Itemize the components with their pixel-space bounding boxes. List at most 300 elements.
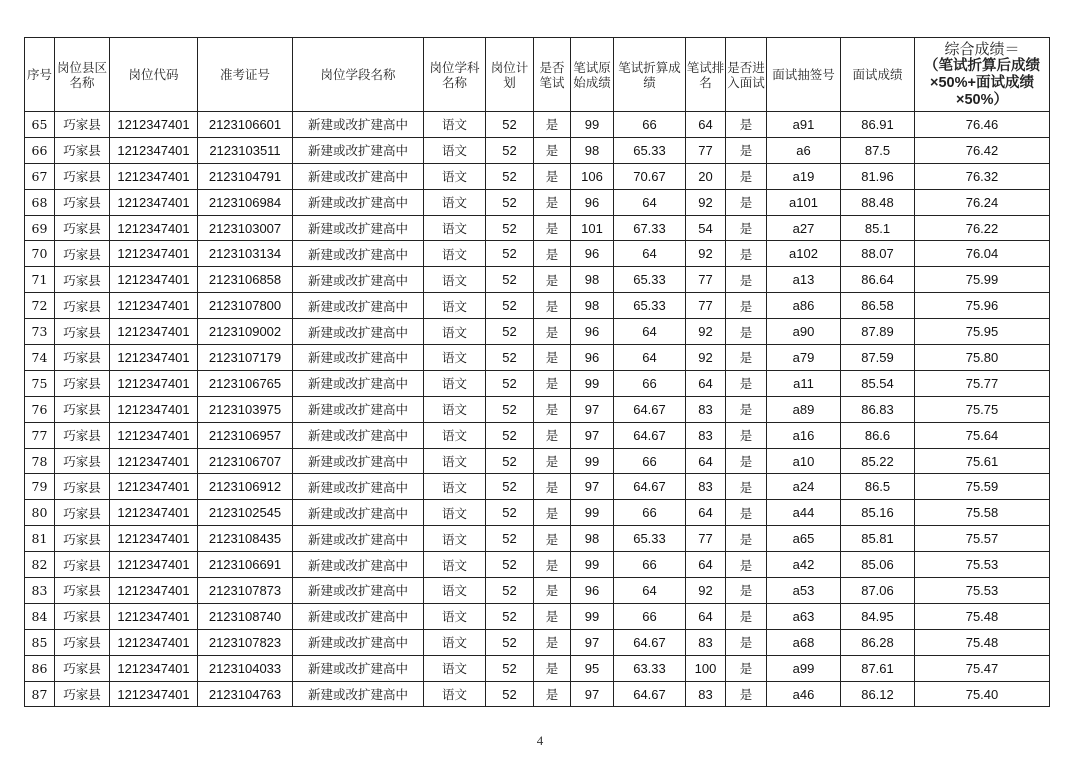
- header-cell: 笔试折算成绩: [614, 38, 686, 112]
- cell-stage: 新建或改扩建高中: [293, 163, 424, 189]
- cell-raw: 96: [571, 189, 614, 215]
- cell-code: 1212347401: [110, 112, 198, 138]
- cell-code: 1212347401: [110, 422, 198, 448]
- cell-lot: a16: [767, 422, 841, 448]
- cell-iscore: 86.12: [841, 681, 915, 707]
- cell-subject: 语文: [424, 603, 486, 629]
- cell-total: 75.96: [915, 293, 1050, 319]
- cell-ticket: 2123104791: [198, 163, 293, 189]
- cell-no: 71: [25, 267, 55, 293]
- cell-subject: 语文: [424, 655, 486, 681]
- cell-iscore: 87.06: [841, 578, 915, 604]
- header-cell: 是否进入面试: [726, 38, 767, 112]
- cell-subject: 语文: [424, 112, 486, 138]
- cell-interview: 是: [726, 112, 767, 138]
- table-row: [25, 396, 1050, 422]
- table-row: [25, 655, 1050, 681]
- table-row: [25, 526, 1050, 552]
- page-number: 4: [536, 733, 544, 748]
- cell-written: 是: [534, 448, 571, 474]
- cell-rank: 64: [686, 370, 726, 396]
- cell-written: 是: [534, 137, 571, 163]
- cell-written: 是: [534, 215, 571, 241]
- cell-total: 76.24: [915, 189, 1050, 215]
- cell-subject: 语文: [424, 448, 486, 474]
- cell-subject: 语文: [424, 422, 486, 448]
- cell-rank: 77: [686, 293, 726, 319]
- cell-county: 巧家县: [55, 396, 110, 422]
- cell-stage: 新建或改扩建高中: [293, 370, 424, 396]
- cell-no: 69: [25, 215, 55, 241]
- cell-subject: 语文: [424, 370, 486, 396]
- cell-stage: 新建或改扩建高中: [293, 500, 424, 526]
- cell-written: 是: [534, 500, 571, 526]
- cell-lot: a89: [767, 396, 841, 422]
- cell-subject: 语文: [424, 629, 486, 655]
- header-cell: 岗位县区名称: [55, 38, 110, 112]
- cell-stage: 新建或改扩建高中: [293, 345, 424, 371]
- cell-rank: 92: [686, 241, 726, 267]
- cell-rank: 64: [686, 603, 726, 629]
- cell-code: 1212347401: [110, 215, 198, 241]
- cell-written: 是: [534, 681, 571, 707]
- cell-lot: a46: [767, 681, 841, 707]
- cell-conv: 63.33: [614, 655, 686, 681]
- results-sheet: [24, 37, 1050, 707]
- cell-conv: 64.67: [614, 396, 686, 422]
- cell-iscore: 85.1: [841, 215, 915, 241]
- cell-code: 1212347401: [110, 370, 198, 396]
- cell-no: 68: [25, 189, 55, 215]
- cell-code: 1212347401: [110, 448, 198, 474]
- cell-plan: 52: [486, 267, 534, 293]
- cell-ticket: 2123106601: [198, 112, 293, 138]
- cell-total: 75.59: [915, 474, 1050, 500]
- cell-no: 66: [25, 137, 55, 163]
- cell-raw: 98: [571, 293, 614, 319]
- table-row: [25, 370, 1050, 396]
- cell-subject: 语文: [424, 578, 486, 604]
- cell-rank: 64: [686, 500, 726, 526]
- cell-conv: 66: [614, 448, 686, 474]
- cell-county: 巧家县: [55, 370, 110, 396]
- cell-written: 是: [534, 552, 571, 578]
- cell-raw: 99: [571, 112, 614, 138]
- cell-lot: a10: [767, 448, 841, 474]
- cell-raw: 99: [571, 500, 614, 526]
- cell-rank: 20: [686, 163, 726, 189]
- cell-code: 1212347401: [110, 500, 198, 526]
- cell-subject: 语文: [424, 319, 486, 345]
- cell-code: 1212347401: [110, 629, 198, 655]
- cell-no: 78: [25, 448, 55, 474]
- header-cell: 岗位计划: [486, 38, 534, 112]
- cell-code: 1212347401: [110, 293, 198, 319]
- cell-raw: 97: [571, 681, 614, 707]
- cell-ticket: 2123106691: [198, 552, 293, 578]
- cell-stage: 新建或改扩建高中: [293, 215, 424, 241]
- cell-plan: 52: [486, 241, 534, 267]
- composite-header-title: 综合成绩＝: [944, 40, 1020, 58]
- cell-county: 巧家县: [55, 578, 110, 604]
- cell-subject: 语文: [424, 293, 486, 319]
- cell-no: 86: [25, 655, 55, 681]
- cell-conv: 65.33: [614, 293, 686, 319]
- cell-county: 巧家县: [55, 267, 110, 293]
- cell-rank: 100: [686, 655, 726, 681]
- cell-rank: 83: [686, 681, 726, 707]
- cell-county: 巧家县: [55, 189, 110, 215]
- cell-total: 76.32: [915, 163, 1050, 189]
- cell-rank: 92: [686, 578, 726, 604]
- cell-iscore: 86.28: [841, 629, 915, 655]
- cell-plan: 52: [486, 629, 534, 655]
- cell-rank: 77: [686, 137, 726, 163]
- cell-lot: a44: [767, 500, 841, 526]
- cell-iscore: 87.59: [841, 345, 915, 371]
- cell-county: 巧家县: [55, 500, 110, 526]
- cell-interview: 是: [726, 319, 767, 345]
- cell-iscore: 81.96: [841, 163, 915, 189]
- cell-no: 70: [25, 241, 55, 267]
- cell-iscore: 86.5: [841, 474, 915, 500]
- cell-iscore: 85.54: [841, 370, 915, 396]
- cell-interview: 是: [726, 422, 767, 448]
- cell-interview: 是: [726, 655, 767, 681]
- cell-ticket: 2123104033: [198, 655, 293, 681]
- cell-written: 是: [534, 526, 571, 552]
- cell-raw: 96: [571, 241, 614, 267]
- header-cell: 面试抽签号: [767, 38, 841, 112]
- cell-code: 1212347401: [110, 396, 198, 422]
- cell-subject: 语文: [424, 345, 486, 371]
- cell-county: 巧家县: [55, 319, 110, 345]
- cell-iscore: 87.5: [841, 137, 915, 163]
- cell-no: 67: [25, 163, 55, 189]
- cell-county: 巧家县: [55, 137, 110, 163]
- cell-raw: 99: [571, 552, 614, 578]
- cell-conv: 64.67: [614, 681, 686, 707]
- cell-interview: 是: [726, 578, 767, 604]
- cell-no: 87: [25, 681, 55, 707]
- cell-raw: 98: [571, 526, 614, 552]
- cell-plan: 52: [486, 655, 534, 681]
- cell-ticket: 2123108435: [198, 526, 293, 552]
- header-cell-composite: [915, 38, 1050, 112]
- cell-no: 82: [25, 552, 55, 578]
- cell-rank: 83: [686, 422, 726, 448]
- cell-ticket: 2123103975: [198, 396, 293, 422]
- header-cell: 准考证号: [198, 38, 293, 112]
- cell-iscore: 86.91: [841, 112, 915, 138]
- cell-interview: 是: [726, 293, 767, 319]
- cell-iscore: 85.22: [841, 448, 915, 474]
- cell-interview: 是: [726, 345, 767, 371]
- cell-interview: 是: [726, 526, 767, 552]
- cell-ticket: 2123103134: [198, 241, 293, 267]
- cell-conv: 64.67: [614, 474, 686, 500]
- cell-lot: a6: [767, 137, 841, 163]
- cell-code: 1212347401: [110, 526, 198, 552]
- results-table-body: [25, 112, 1050, 707]
- cell-no: 83: [25, 578, 55, 604]
- cell-lot: a27: [767, 215, 841, 241]
- cell-conv: 66: [614, 370, 686, 396]
- cell-plan: 52: [486, 137, 534, 163]
- cell-interview: 是: [726, 396, 767, 422]
- cell-rank: 64: [686, 448, 726, 474]
- cell-ticket: 2123106707: [198, 448, 293, 474]
- cell-code: 1212347401: [110, 655, 198, 681]
- cell-iscore: 86.83: [841, 396, 915, 422]
- cell-iscore: 88.48: [841, 189, 915, 215]
- header-cell: 笔试原始成绩: [571, 38, 614, 112]
- cell-stage: 新建或改扩建高中: [293, 655, 424, 681]
- cell-conv: 64: [614, 578, 686, 604]
- cell-total: 75.53: [915, 578, 1050, 604]
- header-cell: 岗位学科名称: [424, 38, 486, 112]
- table-row: [25, 137, 1050, 163]
- cell-stage: 新建或改扩建高中: [293, 422, 424, 448]
- cell-lot: a68: [767, 629, 841, 655]
- cell-iscore: 88.07: [841, 241, 915, 267]
- cell-lot: a11: [767, 370, 841, 396]
- cell-interview: 是: [726, 603, 767, 629]
- cell-raw: 97: [571, 396, 614, 422]
- cell-total: 75.40: [915, 681, 1050, 707]
- cell-conv: 65.33: [614, 137, 686, 163]
- cell-ticket: 2123102545: [198, 500, 293, 526]
- cell-ticket: 2123106984: [198, 189, 293, 215]
- cell-ticket: 2123107179: [198, 345, 293, 371]
- cell-rank: 83: [686, 474, 726, 500]
- cell-raw: 98: [571, 267, 614, 293]
- cell-interview: 是: [726, 552, 767, 578]
- cell-lot: a101: [767, 189, 841, 215]
- table-row: [25, 448, 1050, 474]
- cell-rank: 54: [686, 215, 726, 241]
- cell-conv: 66: [614, 603, 686, 629]
- cell-written: 是: [534, 163, 571, 189]
- table-row: [25, 267, 1050, 293]
- cell-county: 巧家县: [55, 681, 110, 707]
- cell-lot: a53: [767, 578, 841, 604]
- cell-raw: 99: [571, 370, 614, 396]
- cell-stage: 新建或改扩建高中: [293, 578, 424, 604]
- cell-iscore: 85.16: [841, 500, 915, 526]
- cell-iscore: 87.89: [841, 319, 915, 345]
- results-table: [24, 37, 1050, 707]
- cell-subject: 语文: [424, 215, 486, 241]
- cell-ticket: 2123106858: [198, 267, 293, 293]
- cell-rank: 92: [686, 319, 726, 345]
- table-row: [25, 681, 1050, 707]
- cell-subject: 语文: [424, 267, 486, 293]
- cell-lot: a42: [767, 552, 841, 578]
- cell-rank: 83: [686, 396, 726, 422]
- cell-lot: a102: [767, 241, 841, 267]
- table-row: [25, 474, 1050, 500]
- cell-subject: 语文: [424, 526, 486, 552]
- cell-county: 巧家县: [55, 474, 110, 500]
- table-row: [25, 112, 1050, 138]
- cell-conv: 64.67: [614, 422, 686, 448]
- cell-raw: 96: [571, 319, 614, 345]
- cell-interview: 是: [726, 474, 767, 500]
- cell-subject: 语文: [424, 681, 486, 707]
- cell-conv: 64.67: [614, 629, 686, 655]
- cell-no: 73: [25, 319, 55, 345]
- cell-plan: 52: [486, 422, 534, 448]
- cell-ticket: 2123108740: [198, 603, 293, 629]
- cell-stage: 新建或改扩建高中: [293, 474, 424, 500]
- cell-written: 是: [534, 267, 571, 293]
- cell-total: 75.48: [915, 603, 1050, 629]
- cell-county: 巧家县: [55, 603, 110, 629]
- cell-conv: 66: [614, 112, 686, 138]
- cell-county: 巧家县: [55, 629, 110, 655]
- cell-written: 是: [534, 474, 571, 500]
- cell-plan: 52: [486, 370, 534, 396]
- cell-lot: a63: [767, 603, 841, 629]
- cell-raw: 97: [571, 422, 614, 448]
- cell-iscore: 86.64: [841, 267, 915, 293]
- cell-no: 74: [25, 345, 55, 371]
- cell-subject: 语文: [424, 189, 486, 215]
- cell-conv: 70.67: [614, 163, 686, 189]
- cell-lot: a19: [767, 163, 841, 189]
- cell-lot: a91: [767, 112, 841, 138]
- cell-total: 75.99: [915, 267, 1050, 293]
- table-row: [25, 578, 1050, 604]
- cell-code: 1212347401: [110, 137, 198, 163]
- cell-no: 79: [25, 474, 55, 500]
- cell-county: 巧家县: [55, 293, 110, 319]
- cell-plan: 52: [486, 345, 534, 371]
- cell-written: 是: [534, 422, 571, 448]
- cell-raw: 99: [571, 448, 614, 474]
- cell-code: 1212347401: [110, 681, 198, 707]
- cell-stage: 新建或改扩建高中: [293, 189, 424, 215]
- cell-subject: 语文: [424, 500, 486, 526]
- cell-rank: 77: [686, 526, 726, 552]
- cell-interview: 是: [726, 448, 767, 474]
- cell-stage: 新建或改扩建高中: [293, 112, 424, 138]
- cell-rank: 83: [686, 629, 726, 655]
- cell-no: 80: [25, 500, 55, 526]
- cell-conv: 64: [614, 345, 686, 371]
- cell-county: 巧家县: [55, 655, 110, 681]
- cell-no: 65: [25, 112, 55, 138]
- cell-written: 是: [534, 189, 571, 215]
- cell-code: 1212347401: [110, 267, 198, 293]
- cell-ticket: 2123109002: [198, 319, 293, 345]
- cell-code: 1212347401: [110, 319, 198, 345]
- cell-code: 1212347401: [110, 163, 198, 189]
- table-row: [25, 293, 1050, 319]
- cell-code: 1212347401: [110, 578, 198, 604]
- cell-total: 75.80: [915, 345, 1050, 371]
- cell-ticket: 2123107823: [198, 629, 293, 655]
- cell-lot: a24: [767, 474, 841, 500]
- cell-total: 76.22: [915, 215, 1050, 241]
- cell-total: 75.77: [915, 370, 1050, 396]
- cell-ticket: 2123104763: [198, 681, 293, 707]
- header-cell: 是否笔试: [534, 38, 571, 112]
- cell-total: 75.53: [915, 552, 1050, 578]
- cell-lot: a90: [767, 319, 841, 345]
- cell-code: 1212347401: [110, 552, 198, 578]
- cell-raw: 96: [571, 345, 614, 371]
- cell-lot: a99: [767, 655, 841, 681]
- cell-total: 75.61: [915, 448, 1050, 474]
- cell-written: 是: [534, 319, 571, 345]
- cell-written: 是: [534, 578, 571, 604]
- cell-subject: 语文: [424, 163, 486, 189]
- cell-stage: 新建或改扩建高中: [293, 448, 424, 474]
- table-row: [25, 189, 1050, 215]
- cell-ticket: 2123106957: [198, 422, 293, 448]
- cell-plan: 52: [486, 526, 534, 552]
- cell-lot: a13: [767, 267, 841, 293]
- cell-county: 巧家县: [55, 163, 110, 189]
- table-row: [25, 345, 1050, 371]
- cell-written: 是: [534, 370, 571, 396]
- cell-subject: 语文: [424, 137, 486, 163]
- cell-lot: a86: [767, 293, 841, 319]
- cell-no: 76: [25, 396, 55, 422]
- cell-iscore: 86.6: [841, 422, 915, 448]
- header-row: [25, 38, 1050, 112]
- cell-written: 是: [534, 241, 571, 267]
- cell-plan: 52: [486, 319, 534, 345]
- table-row: [25, 319, 1050, 345]
- cell-no: 84: [25, 603, 55, 629]
- cell-written: 是: [534, 293, 571, 319]
- cell-county: 巧家县: [55, 422, 110, 448]
- cell-no: 81: [25, 526, 55, 552]
- cell-plan: 52: [486, 163, 534, 189]
- cell-conv: 65.33: [614, 526, 686, 552]
- cell-stage: 新建或改扩建高中: [293, 681, 424, 707]
- table-row: [25, 241, 1050, 267]
- cell-raw: 101: [571, 215, 614, 241]
- cell-no: 75: [25, 370, 55, 396]
- cell-stage: 新建或改扩建高中: [293, 396, 424, 422]
- cell-conv: 64: [614, 189, 686, 215]
- cell-code: 1212347401: [110, 474, 198, 500]
- cell-total: 75.75: [915, 396, 1050, 422]
- cell-interview: 是: [726, 189, 767, 215]
- cell-raw: 99: [571, 603, 614, 629]
- cell-rank: 92: [686, 345, 726, 371]
- table-row: [25, 629, 1050, 655]
- cell-stage: 新建或改扩建高中: [293, 137, 424, 163]
- cell-subject: 语文: [424, 241, 486, 267]
- cell-interview: 是: [726, 500, 767, 526]
- cell-total: 75.64: [915, 422, 1050, 448]
- cell-written: 是: [534, 603, 571, 629]
- cell-county: 巧家县: [55, 526, 110, 552]
- cell-stage: 新建或改扩建高中: [293, 629, 424, 655]
- cell-total: 75.57: [915, 526, 1050, 552]
- cell-written: 是: [534, 629, 571, 655]
- cell-raw: 98: [571, 137, 614, 163]
- cell-lot: a65: [767, 526, 841, 552]
- cell-stage: 新建或改扩建高中: [293, 526, 424, 552]
- cell-lot: a79: [767, 345, 841, 371]
- cell-raw: 95: [571, 655, 614, 681]
